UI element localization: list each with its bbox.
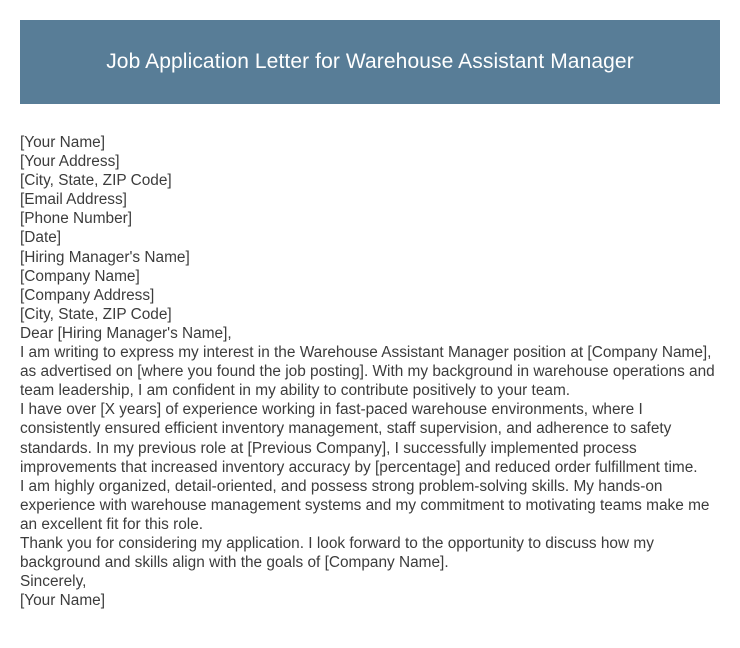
- letter-date: [Date]: [20, 229, 62, 247]
- header-banner: [20, 20, 720, 104]
- recipient-company-name: [Company Name]: [20, 267, 140, 285]
- sender-phone: [Phone Number]: [20, 210, 133, 228]
- paragraph-thanks: Thank you for considering my application. I look forward to the opportunity to discuss how my background and skills align with the goals of [Company Name].: [20, 534, 654, 572]
- recipient-manager-name: [Hiring Manager's Name]: [20, 248, 190, 266]
- paragraph-intro: I am writing to express my interest in the Warehouse Assistant Manager position at [Company Name], as advertised on [where you found the job posting]. With my background in warehouse operations and team leadership, I am confident in my ability to contribute positively to your team.: [20, 344, 715, 400]
- sender-email: [Email Address]: [20, 191, 127, 209]
- sender-name: [Your Name]: [20, 134, 105, 151]
- letter-body: [20, 133, 722, 610]
- paragraph-skills: I am highly organized, detail-oriented, and possess strong problem-solving skills. My hands-on experience with warehouse management systems and my commitment to motivating teams make me an excellent fit for this role.: [20, 477, 710, 533]
- recipient-city-state-zip: [City, State, ZIP Code]: [20, 305, 172, 323]
- sender-address: [Your Address]: [20, 153, 120, 171]
- recipient-company-address: [Company Address]: [20, 286, 155, 304]
- page-title: Job Application Letter for Warehouse Assistant Manager: [106, 50, 634, 73]
- closing: Sincerely,: [20, 573, 87, 591]
- paragraph-experience: I have over [X years] of experience working in fast-paced warehouse environments, where I consistently ensured efficient inventory management, staff supervision, and adherence to safety standards. In my previous role at [Previous Company], I successfully implemented process improvements that increased inventory accuracy by [percentage] and reduced order fulfillment time.: [20, 401, 698, 476]
- signature: [Your Name]: [20, 592, 105, 610]
- sender-city-state-zip: [City, State, ZIP Code]: [20, 172, 172, 190]
- salutation: Dear [Hiring Manager's Name],: [20, 324, 232, 342]
